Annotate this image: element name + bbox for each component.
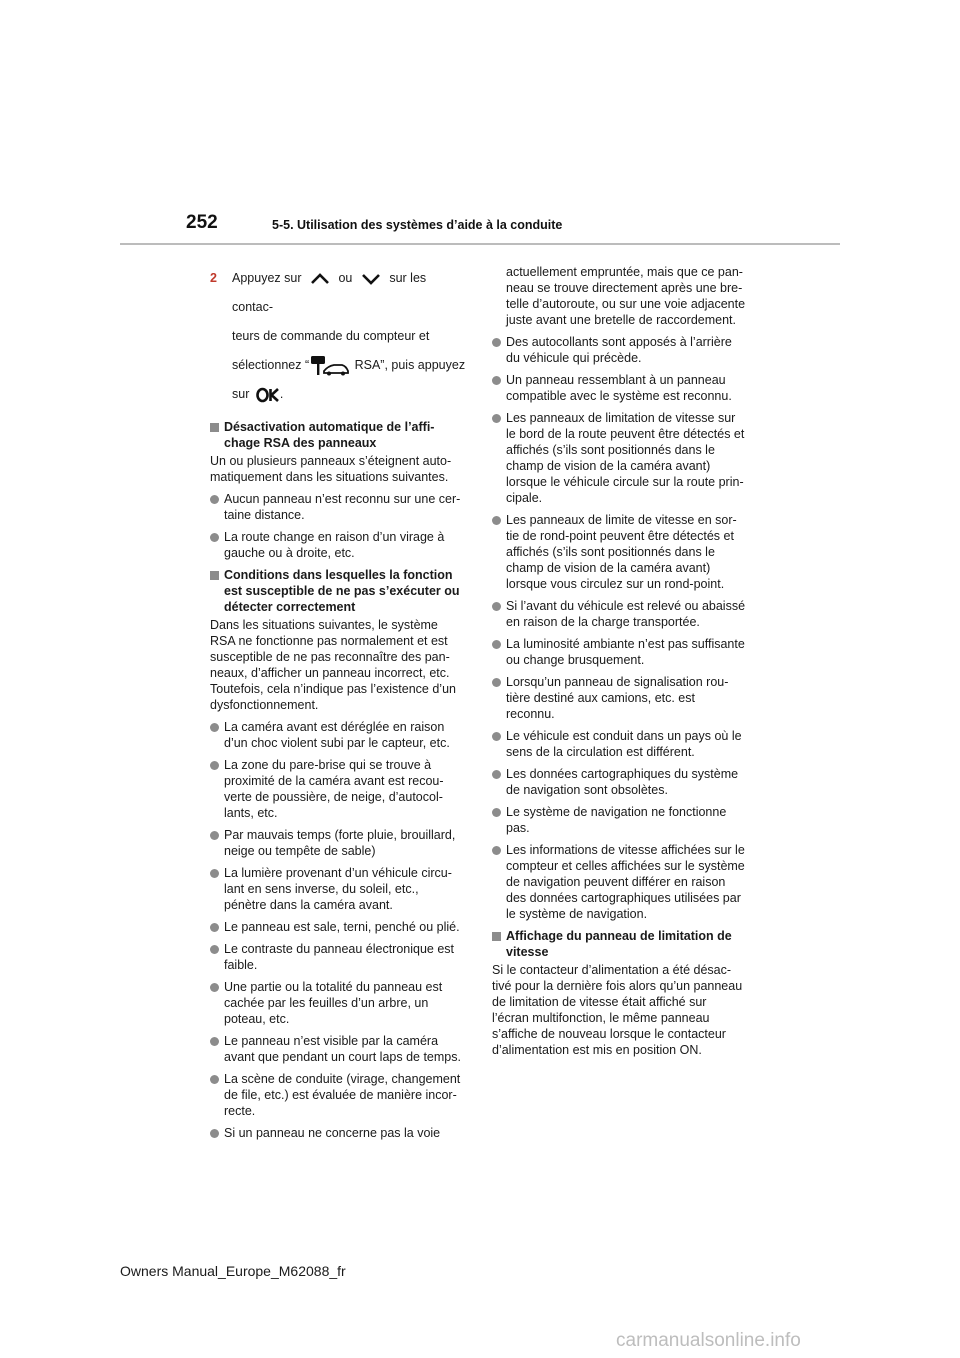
circle-bullet-icon [492,640,501,649]
watermark: carmanualsonline.info [616,1330,801,1351]
step-text: RSA”, puis appuyez [351,358,466,372]
list-item [210,719,468,751]
list-item [492,636,750,668]
circle-bullet-icon [210,495,219,504]
circle-bullet-icon [210,945,219,954]
square-bullet-icon [210,423,219,432]
list-item-text: Lorsqu’un panneau de signalisation rou- tière destiné aux camions, etc. est reconnu. [506,675,729,721]
list-item [210,941,468,973]
continuation-text: actuellement empruntée, mais que ce pan- neau se trouve directement après une bre- telle d’autoroute, ou sur une voie adjacente juste avant une bretelle de raccordement. [506,265,746,327]
header-rule [120,243,840,245]
list-item [210,1071,468,1119]
list-item [492,804,750,836]
circle-bullet-icon [492,808,501,817]
step-text: sur les contac- [232,271,427,314]
list-item [492,842,750,922]
list-item [210,1125,468,1141]
list-item [210,827,468,859]
step-text: . [279,387,284,401]
circle-bullet-icon [492,602,501,611]
step-2 [210,264,468,409]
section-heading [210,567,468,615]
circle-bullet-icon [210,869,219,878]
circle-bullet-icon [210,1037,219,1046]
list-item [210,1033,468,1065]
circle-bullet-icon [210,761,219,770]
list-item-text: Le panneau est sale, terni, penché ou plié. [224,920,460,934]
list-item-text: La route change en raison d’un virage à gauche ou à droite, etc. [224,530,445,560]
list-item [210,757,468,821]
circle-bullet-icon [210,723,219,732]
circle-bullet-icon [492,732,501,741]
step-number: 2 [210,271,217,285]
paragraph: Dans les situations suivantes, le système RSA ne fonctionne pas normalement et est susceptible de ne pas reconnaître des pan- neaux, d’afficher un panneau incorrect, etc. Toutefois, cela n’indique pas l’existence d’un dysfonctionnement. [210,618,456,712]
circle-bullet-icon [492,414,501,423]
heading-text: Conditions dans lesquelles la fonction est susceptible de ne pas s’exécuter ou détecter correctement [224,568,460,614]
circle-bullet-icon [210,1129,219,1138]
left-column [210,264,468,1147]
step-text: sur [232,387,250,401]
list-item-text: Le système de navigation ne fonctionne pas. [506,805,727,835]
list-item-text: Les panneaux de limite de vitesse en sor- tie de rond-point peuvent être détectés et affichés (s’ils sont positionnés dans le champ de vision de la caméra avant) lorsque vous circulez sur un rond-point. [506,513,737,591]
list-item [210,491,468,523]
step-text: ou [338,271,353,285]
list-item-text: Des autocollants sont apposés à l’arrière du véhicule qui précède. [506,335,732,365]
list-item-text: Aucun panneau n’est reconnu sur une cer- taine distance. [224,492,461,522]
paragraph: Si le contacteur d’alimentation a été désac- tivé pour la dernière fois alors qu’un panneau de limitation de vitesse était affiché sur l’écran multifonction, le même panneau s’affiche de nouveau lorsque le contacteur d’alimentation est mis en position ON. [492,963,743,1057]
list-item-text: La caméra avant est déréglée en raison d’un choc violent subi par le capteur, etc. [224,720,450,750]
step-line-2: teurs de commande du compteur et [232,329,430,343]
list-item-text: Si un panneau ne concerne pas la voie [224,1126,441,1140]
list-item [492,728,750,760]
right-column [492,264,750,1064]
list-item-text: Le contraste du panneau électronique est faible. [224,942,455,972]
circle-bullet-icon [492,846,501,855]
circle-bullet-icon [492,376,501,385]
list-item [210,865,468,913]
square-bullet-icon [492,932,501,941]
list-item [492,410,750,506]
list-item-text: La zone du pare-brise qui se trouve à proximité de la caméra avant est recou- verte de poussière, de neige, d’autocol- lants, etc. [224,758,444,820]
list-item [210,979,468,1027]
circle-bullet-icon [210,983,219,992]
step-line-3 [232,351,468,380]
step-line-4 [232,380,468,409]
heading-text: Désactivation automatique de l’affi- chage RSA des panneaux [224,420,435,450]
list-item [492,766,750,798]
list-item-text: Les panneaux de limitation de vitesse sur le bord de la route peuvent être détectés et affichés (s’ils sont positionnés dans le champ de vision de la caméra avant) lorsque le véhicule circule sur la route prin- cipale. [506,411,745,505]
section-title: 5-5. Utilisation des systèmes d’aide à la conduite [272,218,563,232]
list-item-text: Un panneau ressemblant à un panneau compatible avec le système est reconnu. [506,373,732,403]
step-text: sélectionnez “ [232,358,310,372]
list-item-text: Le panneau n’est visible par la caméra avant que pendant un court laps de temps. [224,1034,461,1064]
circle-bullet-icon [210,923,219,932]
list-item [492,372,750,404]
list-item-text: La scène de conduite (virage, changement de file, etc.) est évaluée de manière incor- recte. [224,1072,461,1118]
section-heading [210,419,468,451]
rsa-sign-car-icon [309,355,351,377]
list-item-text: La lumière provenant d’un véhicule circu- lant en sens inverse, du soleil, etc., pénètre dans la caméra avant. [224,866,452,912]
list-item [492,674,750,722]
circle-bullet-icon [210,1075,219,1084]
list-item-text: Le véhicule est conduit dans un pays où le sens de la circulation est différent. [506,729,742,759]
heading-text: Affichage du panneau de limitation de vitesse [506,929,732,959]
list-item [492,598,750,630]
circle-bullet-icon [492,516,501,525]
step-line-1 [232,264,468,322]
list-item-text: La luminosité ambiante n’est pas suffisante ou change brusquement. [506,637,745,667]
chevron-up-icon [309,272,331,286]
list-item [492,512,750,592]
list-item [210,529,468,561]
square-bullet-icon [210,571,219,580]
list-item-text: Les données cartographiques du système de navigation sont obsolètes. [506,767,739,797]
list-item-text: Les informations de vitesse affichées sur le compteur et celles affichées sur le système de navigation peuvent différer en raison des données cartographiques utilisées par le système de navigation. [506,843,745,921]
list-item [492,334,750,366]
circle-bullet-icon [492,678,501,687]
list-item-text: Une partie ou la totalité du panneau est cachée par les feuilles d’un arbre, un poteau, etc. [224,980,443,1026]
paragraph: Un ou plusieurs panneaux s’éteignent auto- matiquement dans les situations suivantes. [210,454,452,484]
section-heading [492,928,750,960]
circle-bullet-icon [210,533,219,542]
circle-bullet-icon [210,831,219,840]
chevron-down-icon [360,272,382,286]
circle-bullet-icon [492,770,501,779]
step-text: Appuyez sur [232,271,302,285]
page-number: 252 [186,212,218,233]
list-item-text: Si l’avant du véhicule est relevé ou abaissé en raison de la charge transportée. [506,599,746,629]
circle-bullet-icon [492,338,501,347]
ok-icon [256,387,280,403]
list-item-text: Par mauvais temps (forte pluie, brouillard, neige ou tempête de sable) [224,828,456,858]
footer-text: Owners Manual_Europe_M62088_fr [120,1263,346,1279]
list-item [210,919,468,935]
